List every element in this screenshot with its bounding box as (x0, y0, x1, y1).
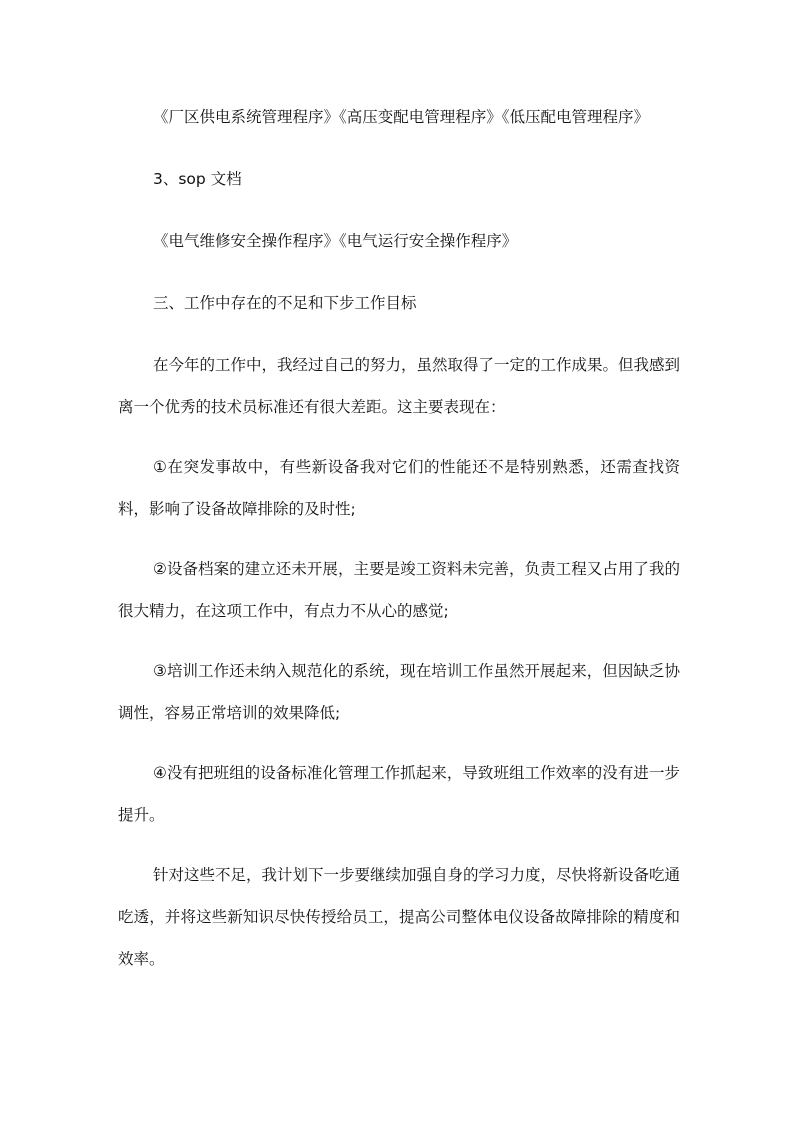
intro-paragraph: 在今年的工作中，我经过自己的努力，虽然取得了一定的工作成果。但我感到离一个优秀的技术员标准还有很大差距。这主要表现在： (118, 356, 681, 416)
shortcoming-item-1: ①在突发事故中，有些新设备我对它们的性能还不是特别熟悉，还需查找资料，影响了设备故障排除的及时性; (118, 458, 680, 518)
shortcoming-item-3: ③培训工作还未纳入规范化的系统，现在培训工作虽然开展起来，但因缺乏协调性，容易正常培训的效果降低; (118, 662, 680, 722)
shortcoming-item-2: ②设备档案的建立还未开展，主要是竣工资料未完善，负责工程又占用了我的很大精力，在这项工作中，有点力不从心的感觉; (118, 560, 680, 620)
shortcoming-item-4: ④没有把班组的设备标准化管理工作抓起来，导致班组工作效率的没有进一步提升。 (118, 764, 680, 824)
sop-heading: 3、sop 文档 (153, 170, 242, 188)
plan-paragraph: 针对这些不足，我计划下一步要继续加强自身的学习力度，尽快将新设备吃通吃透，并将这些新知识尽快传授给员工，提高公司整体电仪设备故障排除的精度和效率。 (118, 866, 681, 968)
section-heading: 三、工作中存在的不足和下步工作目标 (153, 294, 417, 312)
sop-procedure-list-paragraph: 《电气维修安全操作程序》《电气运行安全操作程序》 (153, 232, 518, 250)
procedure-list-paragraph: 《厂区供电系统管理程序》《高压变配电管理程序》《低压配电管理程序》 (153, 108, 650, 126)
